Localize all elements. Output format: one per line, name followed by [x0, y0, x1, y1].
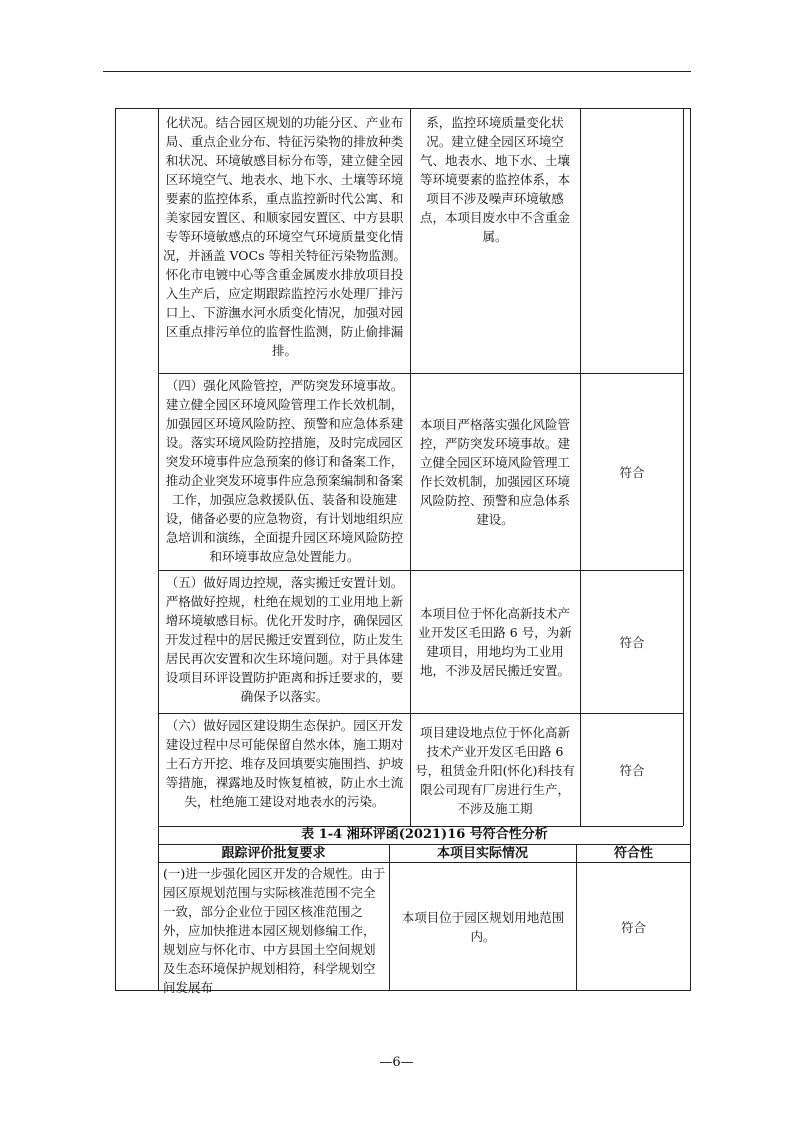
- table-row: [414, 113, 576, 371]
- compliance-cell: [577, 864, 690, 990]
- compliance-cell: [581, 573, 683, 711]
- situation-text: 项目建设地点位于怀化高新技术产业开发区毛田路 6 号，租赁金升阳(怀化)科技有限公司现有厂房进行生产，不涉及施工期: [415, 724, 575, 816]
- header-rule: [103, 71, 691, 72]
- requirement-text: (一)进一步强化园区开发的合规性。由于园区原规划范围与实际核准范围不完全一致，部分企业位于园区核准范围之外，应加快推进本园区规划修编工作，规划应与怀化市、中方县国土空间规划及生态环境保护规划相符，科学规划空间发展布: [163, 866, 386, 995]
- table-row: [163, 716, 406, 824]
- situation-text: 本项目位于怀化高新技术产业开发区毛田路 6 号，为新建项目，用地均为工业用地，不涉及居民搬迁安置。: [418, 606, 572, 678]
- table-row: [414, 376, 576, 568]
- column-header-compliance: 符合性: [613, 845, 653, 861]
- column-header-situation: 本项目实际情况: [436, 845, 528, 861]
- page-number: —6—: [379, 1055, 414, 1070]
- row-divider: [158, 713, 683, 714]
- column-divider: [683, 108, 684, 826]
- table-row: [163, 113, 406, 371]
- compliance-cell: [581, 716, 683, 824]
- requirement-text: （四）强化风险管控，严防突发环境事故。建立健全园区环境风险管理工作长效机制，加强园区环境风险防控、预警和应急体系建设。落实环境风险防控措施，及时完成园区突发环境事件应急预案的修订和备案工作，推动企业突发环境事件应急预案编制和备案工作，加强应急救援队伍、装备和设施建设，储备必要的应急物资，有计划地组织应急培训和演练，全面提升园区环境风险防控和环境事故应急处置能力。: [165, 378, 404, 564]
- column-header-requirement: 跟踪评价批复要求: [221, 845, 326, 861]
- compliance-text: 符合: [620, 919, 646, 935]
- compliance-text: 符合: [619, 634, 645, 650]
- situation-text: 本项目位于园区规划用地范围内。: [401, 910, 565, 944]
- table-row: [163, 864, 386, 995]
- compliance-cell: [581, 376, 683, 568]
- compliance-text: 符合: [619, 762, 645, 778]
- situation-text: 本项目严格落实强化风险管控，严防突发环境事故。建立健全园区环境风险管理工作长效机制，加强园区环境风险防控、预警和应急体系建设。: [419, 417, 570, 527]
- row-divider: [158, 570, 683, 571]
- table-row: [414, 573, 576, 711]
- table-title: 表 1-4 湘环评函(2021)16 号符合性分析: [301, 827, 548, 842]
- table-row: [414, 716, 576, 824]
- requirement-text: 化状况。结合园区规划的功能分区、产业布局、重点企业分布、特征污染物的排放种类和状况、环境敏感目标分布等，建立健全园区环境空气、地表水、地下水、土壤等环境要素的监控体系，重点监控新时代公寓、和美家园安置区、和顺家园安置区、中方县职专等环境敏感点的环境空气环境质量变化情况，并涵盖 VOCs 等相关特征污染物监测。怀化市电镀中心等含重金属废水排放项目投入生产后，应定期跟踪监控污水处理厂排污口上、下游潕水河水质变化情况，加强对园区重点排污单位的监督性监测，防止偷排漏排。: [163, 115, 406, 358]
- requirement-text: （六）做好园区建设期生态保护。园区开发建设过程中尽可能保留自然水体，施工期对土石方开挖、堆存及回填要实施围挡、护坡等措施，裸露地及时恢复植被，防止水土流失，杜绝施工建设对地表水的污染。: [165, 718, 404, 809]
- compliance-text: 符合: [619, 464, 645, 480]
- situation-text: 系，监控环境质量变化状况。建立健全园区环境空气、地表水、地下水、土壤等环境要素的监控体系，本项目不涉及噪声环境敏感点，本项目废水中不含重金属。: [419, 115, 570, 244]
- table-row: [163, 573, 406, 711]
- table-row: [394, 864, 572, 990]
- row-divider: [158, 373, 683, 374]
- column-divider: [410, 108, 411, 826]
- column-divider: [389, 844, 390, 991]
- requirement-text: （五）做好周边控规，落实搬迁安置计划。严格做好控规，杜绝在规划的工业用地上新增环境敏感目标。优化开发时序，确保园区开发过程中的居民搬迁安置到位，防止发生居民再次安置和次生环境问题。对于具体建设项目环评设置防护距离和拆迁要求的，要确保予以落实。: [165, 575, 404, 704]
- table-row: [163, 376, 406, 568]
